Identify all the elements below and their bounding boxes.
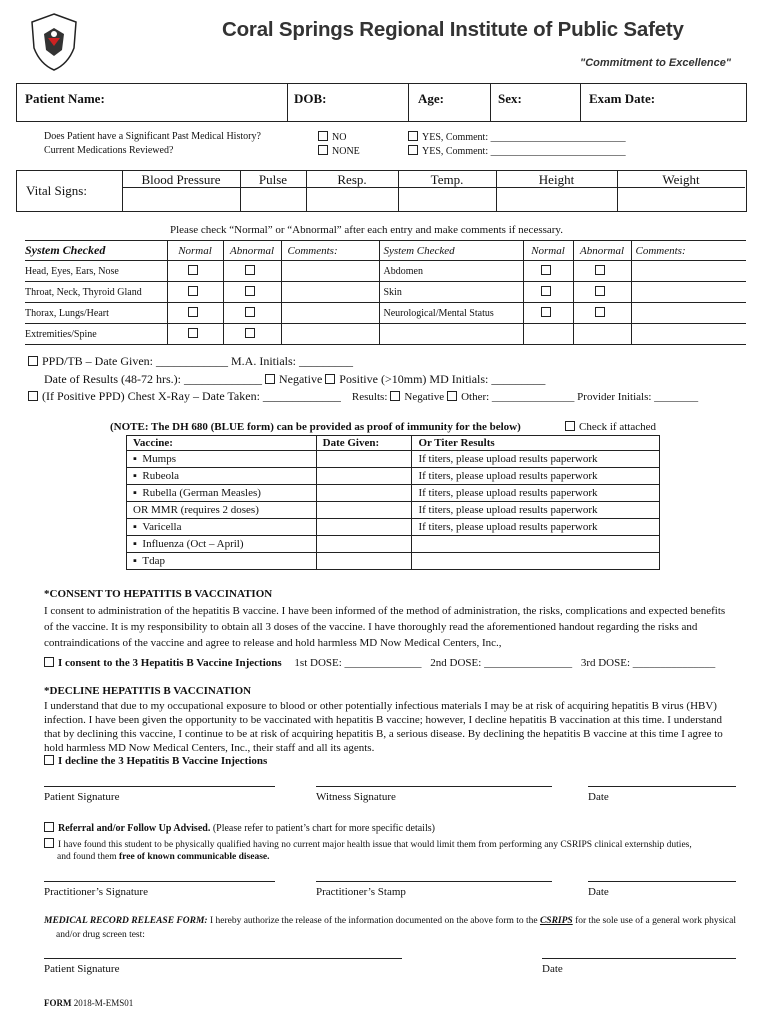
xray-negative-checkbox[interactable]: Negative (390, 391, 444, 403)
table-row: ▪ Rubeola If titers, please upload results paperwork (127, 468, 660, 485)
positive-checkbox[interactable]: Positive (>10mm) MD Initials: _________ (325, 372, 545, 386)
patient-signature-label: Patient Signature (44, 963, 120, 975)
systems-instruction: Please check “Normal” or “Abnormal” after each entry and make comments if necessary. (170, 224, 563, 236)
normal-checkbox[interactable] (523, 303, 573, 324)
patient-name-field[interactable]: Patient Name: (25, 91, 105, 106)
practitioner-signature-line[interactable] (44, 881, 275, 882)
vaccine-table (126, 435, 660, 570)
dob-field[interactable]: DOB: (294, 91, 327, 106)
qualified-line2: and found them free of known communicable disease. (57, 852, 270, 862)
abnormal-header: Abnormal (573, 241, 631, 261)
patient-signature-line[interactable] (44, 786, 275, 787)
height-field[interactable]: Height (538, 172, 575, 187)
medications-none-option[interactable]: NONE (318, 145, 360, 157)
normal-header: Normal (523, 241, 573, 261)
resp-field[interactable]: Resp. (337, 172, 367, 187)
blood-pressure-field[interactable]: Blood Pressure (141, 172, 221, 187)
patient-signature-label: Patient Signature (44, 791, 120, 803)
referral-checkbox[interactable]: Referral and/or Follow Up Advised. (Please refer to patient’s chart for more specific details) (44, 822, 435, 834)
abnormal-checkbox[interactable] (223, 261, 281, 282)
normal-checkbox[interactable] (523, 261, 573, 282)
sex-field[interactable]: Sex: (498, 91, 522, 106)
table-row: OR MMR (requires 2 doses) If titers, please upload results paperwork (127, 502, 660, 519)
comments-cell[interactable] (281, 303, 379, 324)
normal-checkbox[interactable] (167, 324, 223, 345)
date-given-cell[interactable] (316, 553, 412, 570)
date-line[interactable] (588, 786, 736, 787)
pulse-field[interactable]: Pulse (258, 172, 288, 187)
chest-xray-line[interactable]: (If Positive PPD) Chest X-Ray – Date Taken: _____________ Results: Negative Other: _______________ Provider Initials: ________ (28, 389, 698, 404)
org-name: Coral Springs Regional Institute of Public Safety (222, 18, 684, 41)
abnormal-checkbox[interactable] (223, 282, 281, 303)
date-given-header: Date Given: (316, 436, 412, 451)
form-id: FORM 2018-M-EMS01 (44, 998, 134, 1008)
comments-cell[interactable] (631, 261, 746, 282)
normal-header: Normal (167, 241, 223, 261)
titer-header: Or Titer Results (412, 436, 660, 451)
logo (28, 12, 80, 72)
table-row: ▪ Mumps If titers, please upload results paperwork (127, 451, 660, 468)
practitioner-stamp-label: Practitioner’s Stamp (316, 886, 406, 898)
systems-table (25, 240, 746, 345)
date-given-cell[interactable] (316, 451, 412, 468)
table-row: Thorax, Lungs/Heart Neurological/Mental Status (25, 303, 746, 324)
comments-cell[interactable] (281, 261, 379, 282)
history-yes-option[interactable]: YES, Comment: ___________________________ (408, 131, 626, 143)
abnormal-checkbox[interactable] (223, 303, 281, 324)
vaccine-header: Vaccine: (133, 437, 173, 449)
comments-cell[interactable] (281, 324, 379, 345)
practitioner-signature-label: Practitioner’s Signature (44, 886, 148, 898)
vaccine-note: (NOTE: The DH 680 (BLUE form) can be provided as proof of immunity for the below) (110, 421, 521, 433)
date-given-cell[interactable] (316, 519, 412, 536)
table-row: Extremities/Spine (25, 324, 746, 345)
abnormal-checkbox[interactable] (223, 324, 281, 345)
comments-cell[interactable] (281, 282, 379, 303)
practitioner-stamp-line[interactable] (316, 881, 552, 882)
decline-checkbox[interactable]: I decline the 3 Hepatitis B Vaccine Injections (44, 755, 267, 767)
normal-checkbox[interactable] (167, 261, 223, 282)
decline-body: I understand that due to my occupational exposure to blood or other potentially infectious materials I may be at risk of acquiring hepatitis B virus (HBV) infection. I have been given the opportunity to be vaccinated with hepatitis B vaccine; however, I decline hepatitis B vaccination at this time. I understand that by declining this vaccine, I continue to be at risk of acquiring hepatitis B, a serious disease. By declining the hepatitis B vaccine at this time I agree to hold harmless MD Now Medical Centers, Inc., their staff and all its agents. (44, 700, 723, 754)
abnormal-checkbox[interactable] (573, 282, 631, 303)
exam-date-field[interactable]: Exam Date: (589, 91, 656, 106)
date-given-cell[interactable] (316, 485, 412, 502)
age-field[interactable]: Age: (418, 91, 444, 106)
date-given-cell[interactable] (316, 502, 412, 519)
dose3-field[interactable]: 3rd DOSE: _______________ (580, 657, 716, 669)
dose1-field[interactable]: 1st DOSE: ______________ (294, 657, 422, 669)
date-label: Date (588, 791, 609, 803)
history-question: Does Patient have a Significant Past Medical History? (44, 131, 261, 142)
patient-signature-line[interactable] (44, 958, 402, 959)
comments-header: Comments: (631, 241, 746, 261)
normal-checkbox[interactable] (167, 303, 223, 324)
abnormal-checkbox[interactable] (573, 303, 631, 324)
system-checked-header: System Checked (25, 243, 106, 257)
comments-header: Comments: (281, 241, 379, 261)
dose2-field[interactable]: 2nd DOSE: ________________ (430, 657, 573, 669)
temp-field[interactable]: Temp. (430, 172, 464, 187)
qualified-checkbox[interactable]: I have found this student to be physically qualified having no current major health issue that would limit them from performing any CSRIPS clinical externship duties, (44, 838, 692, 850)
release-statement: MEDICAL RECORD RELEASE FORM: I hereby authorize the release of the information documented on the above form to the CSRIPS for the sole use of a general work physical and/or drug screen test: (44, 916, 736, 940)
history-no-option[interactable]: NO (318, 131, 346, 143)
date-line[interactable] (542, 958, 736, 959)
table-row: Head, Eyes, Ears, Nose Abdomen (25, 261, 746, 282)
motto: "Commitment to Excellence" (580, 57, 732, 69)
negative-checkbox[interactable]: Negative (265, 372, 322, 386)
date-given-cell[interactable] (316, 468, 412, 485)
abnormal-header: Abnormal (223, 241, 281, 261)
table-row: Throat, Neck, Thyroid Gland Skin (25, 282, 746, 303)
consent-checkbox[interactable]: I consent to the 3 Hepatitis B Vaccine Injections (44, 657, 282, 669)
xray-other-checkbox[interactable]: Other: _______________ Provider Initials: ________ (447, 391, 698, 403)
consent-title: *CONSENT TO HEPATITIS B VACCINATION (44, 588, 273, 600)
table-row: ▪ Rubella (German Measles) If titers, please upload results paperwork (127, 485, 660, 502)
date-label: Date (588, 886, 609, 898)
table-row: ▪ Tdap (127, 553, 660, 570)
decline-title: *DECLINE HEPATITIS B VACCINATION (44, 685, 252, 697)
witness-signature-label: Witness Signature (316, 791, 396, 803)
weight-field[interactable]: Weight (662, 172, 700, 187)
consent-line (44, 657, 715, 669)
date-given-cell[interactable] (316, 536, 412, 553)
abnormal-checkbox[interactable] (573, 261, 631, 282)
vital-signs-label: Vital Signs: (26, 183, 87, 198)
medications-question: Current Medications Reviewed? (44, 145, 174, 156)
system-checked-header: System Checked (379, 241, 523, 261)
consent-body: I consent to administration of the hepatitis B vaccine. I have been informed of the method of administration, the risks, complications and expected benefits of the vaccine. It is my responsibility to obtain all 3 doses of the vaccine. I have thoroughly read the aforementioned handout regarding the risks and contraindications of the vaccine and agree to release and hold harmless MD Now Medical Centers, Inc., (44, 605, 726, 649)
witness-signature-line[interactable] (316, 786, 552, 787)
ppd-line[interactable]: PPD/TB – Date Given: ____________ M.A. Initials: _________ (28, 354, 353, 369)
normal-checkbox[interactable] (523, 282, 573, 303)
medications-yes-option[interactable]: YES, Comment: ___________________________ (408, 145, 626, 157)
check-if-attached[interactable]: Check if attached (565, 421, 656, 433)
ppd-results-line: Date of Results (48-72 hrs.): _____________ Negative Positive (>10mm) MD Initials: _________ (44, 372, 546, 386)
comments-cell[interactable] (631, 282, 746, 303)
table-row: ▪ Varicella If titers, please upload results paperwork (127, 519, 660, 536)
date-label: Date (542, 963, 563, 975)
comments-cell[interactable] (631, 303, 746, 324)
normal-checkbox[interactable] (167, 282, 223, 303)
table-row: ▪ Influenza (Oct – April) (127, 536, 660, 553)
date-line[interactable] (588, 881, 736, 882)
